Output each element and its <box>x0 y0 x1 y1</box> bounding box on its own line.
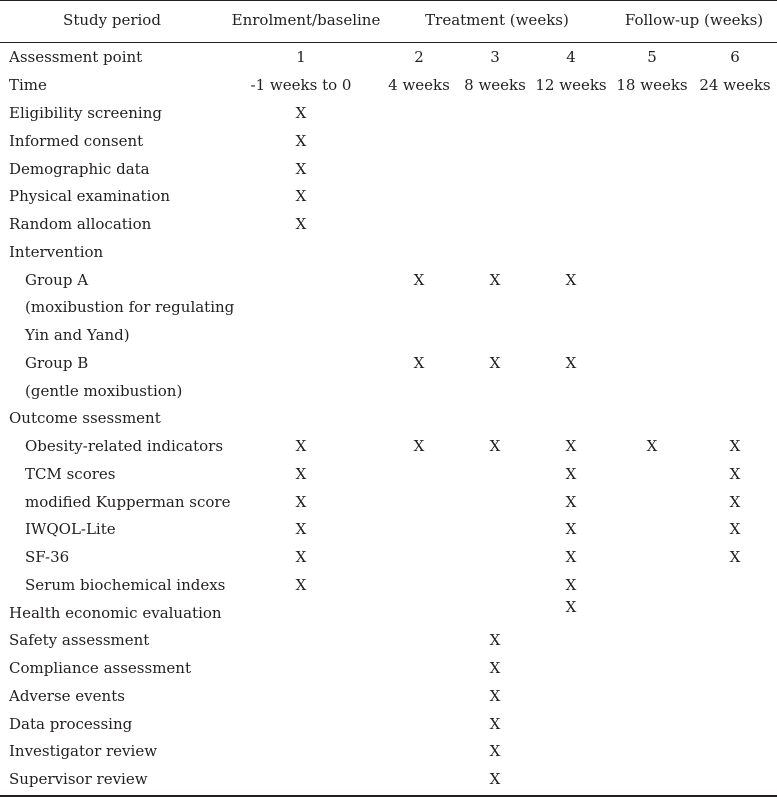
mark-cell: X <box>489 354 501 372</box>
time-2: 4 weeks <box>388 76 450 94</box>
time-label: Time <box>9 76 47 94</box>
mark-cell: X <box>413 437 425 455</box>
mark-cell: X <box>729 493 741 511</box>
mark-cell: X <box>565 437 577 455</box>
mark-cell: X <box>565 271 577 289</box>
mark-cell: X <box>489 770 501 788</box>
mark-cell: X <box>729 437 741 455</box>
mark-cell: X <box>295 132 307 150</box>
row-label: Physical examination <box>9 187 171 205</box>
row-label: Investigator review <box>9 742 158 760</box>
row-label: Safety assessment <box>9 631 150 649</box>
mark-cell: X <box>489 437 501 455</box>
row-label: (gentle moxibustion) <box>25 382 183 400</box>
row-label: Random allocation <box>9 215 152 233</box>
mark-cell: X <box>413 354 425 372</box>
time-5: 18 weeks <box>616 76 688 94</box>
mark-cell: X <box>295 187 307 205</box>
row-label: Adverse events <box>9 687 125 705</box>
row-label: Compliance assessment <box>9 659 191 677</box>
mark-cell: X <box>565 576 577 594</box>
row-label: Yin and Yand) <box>25 326 130 344</box>
row-label: modified Kupperman score <box>25 493 231 511</box>
row-label: TCM scores <box>25 465 116 483</box>
row-label: Obesity-related indicators <box>25 437 224 455</box>
mark-cell: X <box>295 576 307 594</box>
mark-cell: X <box>565 598 577 616</box>
mark-cell: X <box>295 437 307 455</box>
mark-cell: X <box>489 631 501 649</box>
mark-cell: X <box>565 548 577 566</box>
mark-cell: X <box>729 465 741 483</box>
row-label: Health economic evaluation <box>9 604 222 622</box>
time-4: 12 weeks <box>535 76 607 94</box>
top-rule <box>0 0 777 1</box>
header-rule <box>0 42 777 43</box>
row-label: Serum biochemical indexs <box>25 576 226 594</box>
row-label: Data processing <box>9 715 133 733</box>
header-enrolment: Enrolment/baseline <box>231 11 381 29</box>
row-label: Group B <box>25 354 89 372</box>
assessment-point-label: Assessment point <box>9 48 143 66</box>
mark-cell: X <box>295 548 307 566</box>
mark-cell: X <box>413 271 425 289</box>
row-label: Group A <box>25 271 89 289</box>
mark-cell: X <box>565 465 577 483</box>
assessment-point-5: 5 <box>647 48 657 66</box>
header-study-period: Study period <box>63 11 161 29</box>
row-label: Supervisor review <box>9 770 148 788</box>
mark-cell: X <box>295 104 307 122</box>
row-label: IWQOL-Lite <box>25 520 116 538</box>
assessment-point-4: 4 <box>566 48 576 66</box>
assessment-point-2: 2 <box>414 48 424 66</box>
mark-cell: X <box>729 548 741 566</box>
mark-cell: X <box>646 437 658 455</box>
header-treatment: Treatment (weeks) <box>425 11 569 29</box>
mark-cell: X <box>565 354 577 372</box>
row-label: Intervention <box>9 243 104 261</box>
mark-cell: X <box>295 215 307 233</box>
row-label: (moxibustion for regulating <box>25 298 235 316</box>
mark-cell: X <box>489 715 501 733</box>
mark-cell: X <box>489 659 501 677</box>
row-label: Eligibility screening <box>9 104 162 122</box>
mark-cell: X <box>295 493 307 511</box>
row-label: Demographic data <box>9 160 150 178</box>
mark-cell: X <box>489 687 501 705</box>
mark-cell: X <box>295 160 307 178</box>
time-3: 8 weeks <box>464 76 526 94</box>
row-label: SF-36 <box>25 548 70 566</box>
header-followup: Follow-up (weeks) <box>624 11 764 29</box>
mark-cell: X <box>489 271 501 289</box>
mark-cell: X <box>489 742 501 760</box>
assessment-point-1: 1 <box>296 48 306 66</box>
assessment-point-3: 3 <box>490 48 500 66</box>
row-label: Outcome ssessment <box>9 409 161 427</box>
mark-cell: X <box>295 465 307 483</box>
time-1: -1 weeks to 0 <box>250 76 352 94</box>
row-label: Informed consent <box>9 132 144 150</box>
mark-cell: X <box>295 520 307 538</box>
time-6: 24 weeks <box>699 76 771 94</box>
mark-cell: X <box>565 520 577 538</box>
mark-cell: X <box>565 493 577 511</box>
mark-cell: X <box>729 520 741 538</box>
assessment-point-6: 6 <box>730 48 740 66</box>
